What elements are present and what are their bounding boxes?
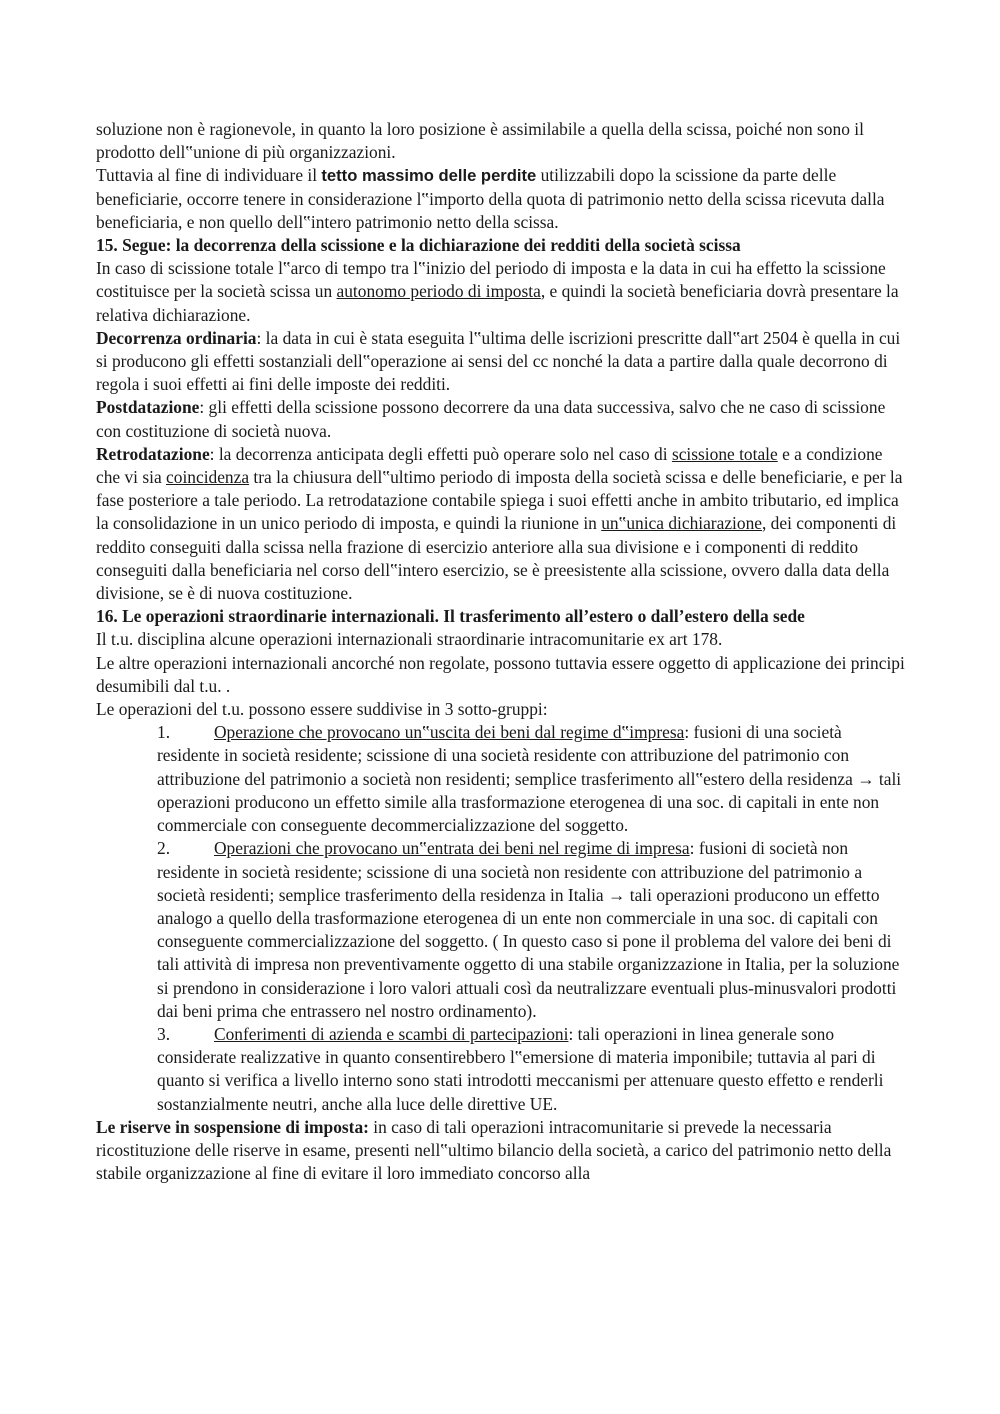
list-item-title: Conferimenti di azienda e scambi di partecipazioni — [214, 1023, 569, 1044]
paragraph-intro: soluzione non è ragionevole, in quanto la loro posizione è assimilabile a quella della scissa, poiché non sono il prodotto dell‟unione di più organizzazioni. — [96, 119, 864, 163]
underlined-term: scissione totale — [671, 443, 778, 464]
text-run: In caso di scissione totale l‟arco di tempo tra l‟inizio del periodo di imposta e la data in cui ha effetto la scissione costituisce per la società scissa un — [96, 258, 886, 302]
document-page — [96, 118, 906, 1185]
text-run: tali operazioni producono un effetto simile alla trasformazione eterogenea di una soc. di capitali in ente non commerciale con conseguente decommercializzazione del soggetto. — [157, 768, 902, 836]
paragraph-decorrenza-ordinaria — [96, 327, 906, 397]
paragraph-sotto-gruppi: Le operazioni del t.u. possono essere suddivise in 3 sotto-gruppi: — [96, 699, 548, 720]
list-item-number: 3. — [157, 1023, 171, 1044]
list-item — [96, 1023, 906, 1116]
text-run: : tali operazioni in linea generale sono considerate realizzative in quanto consentirebbero l‟emersione di materia imponibile; tuttavia al pari di quanto si verifica a livello interno sono stati introdotti meccanismi per attenuare questo effetto e renderli sostanzialmente neutri, anche alla luce delle direttive UE. — [157, 1023, 884, 1114]
operations-list — [96, 721, 906, 1115]
arrow-right-icon: → — [608, 884, 626, 905]
bold-term: Le riserve in sospensione di imposta: — [96, 1116, 369, 1137]
paragraph-retrodatazione — [96, 443, 906, 605]
paragraph-altre-operazioni: Le altre operazioni internazionali ancorché non regolate, possono tuttavia essere oggetto di applicazione dei principi desumibili dal t.u. . — [96, 652, 905, 696]
bold-term: Retrodatazione — [96, 443, 210, 464]
text-run: , e quindi la società beneficiaria dovrà presentare la relativa dichiarazione. — [96, 281, 899, 325]
paragraph-tu-disciplina: Il t.u. disciplina alcune operazioni internazionali straordinarie intracomunitarie ex art 178. — [96, 629, 723, 650]
text-run: Tuttavia al fine di individuare il — [96, 165, 322, 186]
text-run: e a condizione che vi sia — [96, 443, 883, 488]
paragraph-scissione-totale — [96, 257, 906, 327]
paragraph-postdatazione — [96, 396, 906, 442]
bold-term: tetto massimo delle perdite — [321, 166, 537, 186]
list-item-number: 2. — [157, 838, 171, 859]
paragraph-tetto-massimo — [96, 164, 906, 234]
paragraph-riserve-sospensione — [96, 1116, 906, 1186]
bold-term: Decorrenza ordinaria — [96, 327, 257, 348]
underlined-term: autonomo periodo di imposta — [336, 281, 541, 302]
section-heading-16: 16. Le operazioni straordinarie internazionali. Il trasferimento all’estero o dall’estero della sede — [96, 606, 805, 627]
text-run: : la decorrenza anticipata degli effetti può operare solo nel caso di — [209, 443, 672, 464]
text-run: in caso di tali operazioni intracomunitarie si prevede la necessaria ricostituzione delle riserve in esame, presenti nell‟ultimo bilancio della società, a carico del patrimonio netto della stabile organizzazione al fine di evitare il loro immediato concorso alla — [96, 1116, 892, 1184]
list-item-title: Operazione che provocano un‟uscita dei beni dal regime d‟impresa — [214, 722, 685, 743]
text-run: : la data in cui è stata eseguita l‟ultima delle iscrizioni prescritte dall‟art 2504 è quella in cui si producono gli effetti sostanziali dell‟operazione ai sensi del cc nonché la data a partire dalla quale decorrono di regola i suoi effetti ai fini delle imposte dei redditi. — [96, 327, 901, 395]
text-run: tra la chiusura dell‟ultimo periodo di imposta della società scissa e delle beneficiarie, e per la fase posteriore a tale periodo. La retrodatazione contabile spiega i suoi effetti anche in ambito tributario, ed implica la consolidazione in un unico periodo di imposta, e quindi la riunione in — [96, 467, 903, 534]
section-heading-15: 15. Segue: la decorrenza della scissione e la dichiarazione dei redditi della società scissa — [96, 235, 741, 256]
list-item-number: 1. — [157, 722, 171, 743]
list-item-title: Operazioni che provocano un‟entrata dei beni nel regime di impresa — [214, 838, 690, 859]
text-run: : fusioni di una società residente in società residente; scissione di una società residente con attribuzione del patrimonio con attribuzione del patrimonio a società non residenti; semplice trasferimento all‟estero della residenza — [157, 722, 858, 789]
list-item — [96, 721, 906, 837]
text-run: : gli effetti della scissione possono decorrere da una data successiva, salvo che ne caso di scissione con costituzione di società nuova. — [96, 397, 886, 441]
underlined-term: coincidenza — [166, 467, 250, 488]
text-run: , dei componenti di reddito conseguiti dalla scissa nella frazione di esercizio anteriore alla sua divisione e i componenti di reddito conseguiti dalla beneficiaria nel corso dell‟intero esercizio, se è preesistente alla scissione, ovvero dalla data della divisione, se è di nuova costituzione. — [96, 513, 897, 604]
bold-term: Postdatazione — [96, 397, 200, 418]
arrow-right-icon: → — [857, 768, 875, 789]
list-item — [96, 837, 906, 1023]
text-run: : fusioni di società non residente in società residente; scissione di una società non residente con attribuzione del patrimonio a società residenti; semplice trasferimento della residenza in Italia — [157, 838, 863, 905]
text-run: tali operazioni producono un effetto analogo a quello della trasformazione eterogenea di un ente non commerciale in una soc. di capitali con conseguente commercializzazione del soggetto. ( In questo caso si pone il problema del valore dei beni di tali attività di impresa non preventivamente oggetto di una stabile organizzazione in Italia, per la soluzione si prendono in considerazione i loro valori attuali così da neutralizzare eventuali plus-minusvalori prodotti dai beni prima che entrassero nel nostro ordinamento). — [157, 884, 900, 1021]
underlined-term: un‟unica dichiarazione — [601, 513, 762, 534]
text-run: utilizzabili dopo la scissione da parte delle beneficiarie, occorre tenere in considerazione l‟importo della quota di patrimonio netto della scissa ricevuta dalla beneficiaria, e non quello dell‟intero patrimonio netto della scissa. — [96, 165, 885, 232]
